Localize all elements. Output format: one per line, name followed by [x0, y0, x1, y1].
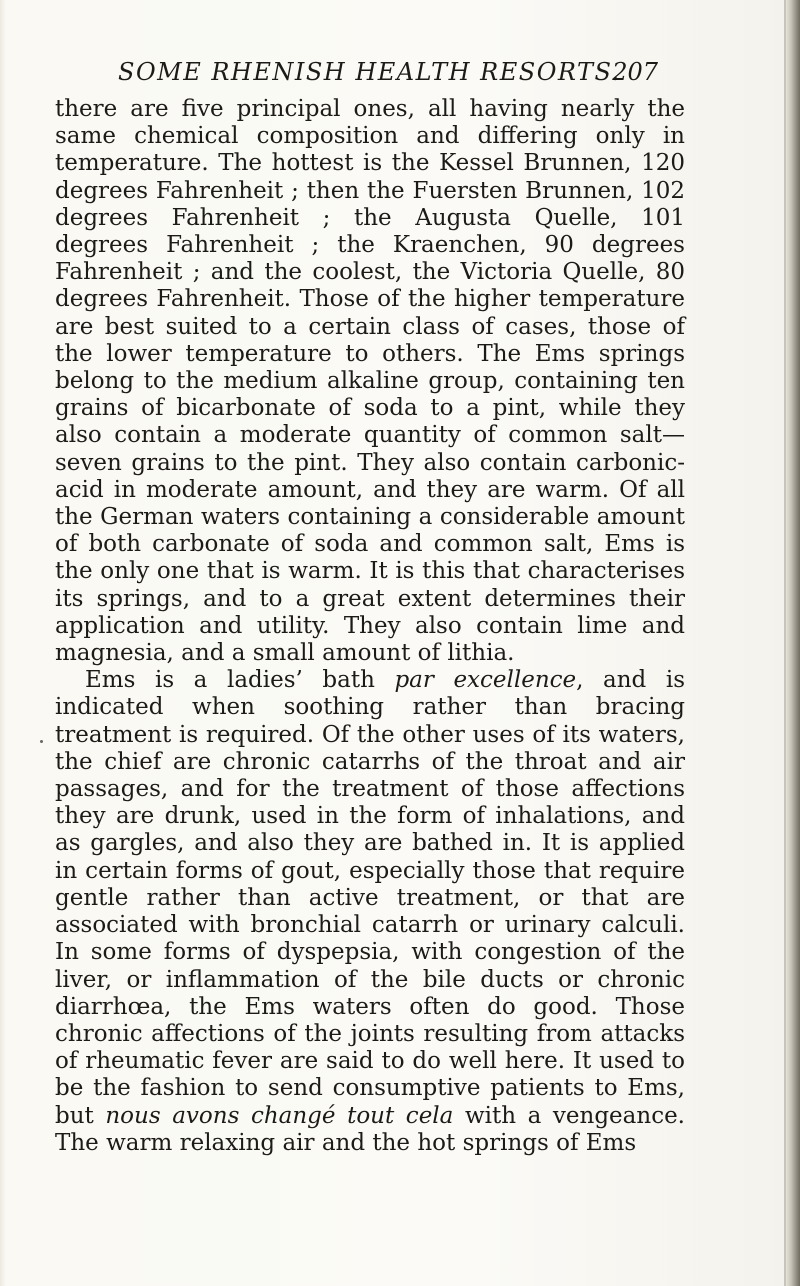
page-edge — [786, 0, 800, 1286]
paragraph-2-italic-2: nous avons changé tout cela — [105, 1102, 454, 1129]
paragraph-2 — [55, 667, 693, 1157]
paragraph-2-italic-1: par excellence — [394, 667, 577, 694]
running-head: SOME RHENISH HEALTH RESORTS. — [118, 58, 621, 86]
paragraph-2-part-3: with a vengeance. The warm relaxing air and the hot springs of Ems — [55, 1102, 693, 1156]
page-header — [118, 58, 658, 98]
paragraph-1: there are five principal ones, all having nearly the same chemical composition and differing only in temperature. The hottest is the Kessel Brunnen, 120 degrees Fahrenheit ; then the Fuersten Brunnen, 102 degrees Fahrenheit ; the Augusta Quelle, 101 degrees Fahrenheit ; the Kraenchen, 90 degrees Fahrenheit ; and the coolest, the Victoria Quelle, 80 degrees Fahrenheit. Those of the higher temperature are best suited to a certain class of cases, those of the lower temperature to others. The Ems springs belong to the medium alkaline group, containing ten grains of bicarbonate of soda to a pint, while they also contain a moderate quantity of common salt—seven grains to the pint. They also contain carbonic-acid in moderate amount, and they are warm. Of all the German waters containing a considerable amount of both carbonate of soda and common salt, Ems is the only one that is warm. It is this that characterises its springs, and to a great extent determines their application and utility. They also contain lime and magnesia, and a small amount of lithia. — [55, 96, 693, 667]
body-text — [55, 96, 693, 1157]
page-gutter-shadow — [0, 0, 6, 1286]
paragraph-2-part-2: , and is indicated when soothing rather than bracing treatment is required. Of the other uses of its waters, the chief are chronic catarrhs of the throat and air passages, and for the treatment of those affections they are drunk, used in the form of inhalations, and as gargles, and also they are bathed in. It is applied in certain forms of gout, especially those that require gentle rather than active treatment, or that are associated with bronchial catarrh or urinary calculi. In some forms of dyspepsia, with congestion of the liver, or inflammation of the bile ducts or chronic diarrhœa, the Ems waters often do good. Those chronic affections of the joints resulting from attacks of rheumatic fever are said to do well here. It used to be the fashion to send consumptive patients to Ems, but — [55, 667, 693, 1129]
margin-speck — [40, 740, 43, 743]
page-number: 207 — [612, 58, 658, 86]
paragraph-2-part-1: Ems is a ladies’ bath — [85, 667, 395, 694]
